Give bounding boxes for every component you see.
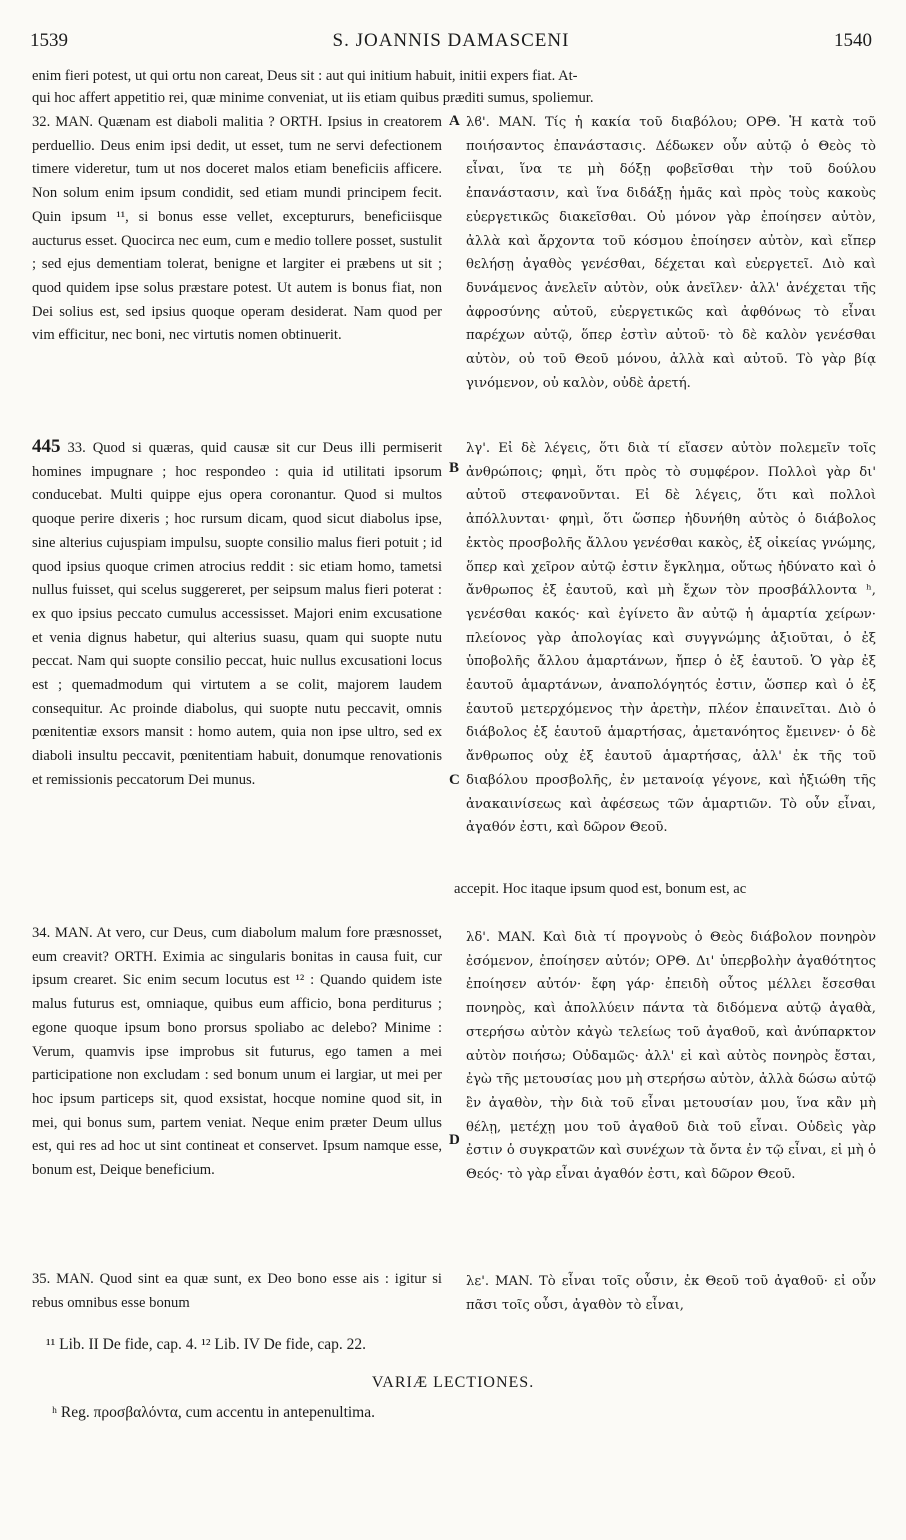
greek-section-33 [466,437,876,840]
greek-text-34: λδ'. MAN. Καὶ διὰ τί προγνοὺς ὁ Θεὸς διάβολον πονηρὸν ἐσόμενον, ἐποίησεν αὐτόν; ΟΡΘ. Δι' ὑπερβολὴν ἀγαθότητος ἐποίησεν αὐτόν· ἔφη γάρ· ἐπειδὴ οὗτος μέλλει ἔσεσθαι πονηρὸς, καὶ ἀπολλύειν πάντα τὰ διδόμενα αὐτῷ ἀγαθὰ, στερήσω αὐτὸν κἀγὼ τελείως τοῦ ἀγαθοῦ, καὶ ἀνύπαρκτον αὐτὸν ποιήσω; Οὐδαμῶς· ἀλλ' εἰ καὶ αὐτὸς πονηρὸς ἔσται, ἐγὼ τῆς μετουσίας μου μὴ στερήσω αὐτὸν, ἀλλὰ δώσω αὐτῷ ἓν ἀγαθὸν, τὴν διὰ τοῦ εἶναι μετουσίαν μου, ἵνα κἂν μὴ θέλῃ, μετέχῃ μου τοῦ ἀγαθοῦ διὰ τοῦ εἶναι. Οὐδεὶς γὰρ ἐστιν ὁ συγκρατῶν καὶ συνέχων τὰ ὄντα ἐν τῷ εἶναι, εἰ μὴ ὁ Θεός· τὸ γὰρ εἶναι ἀγαθόν ἐστι, καὶ δῶρον Θεοῦ. [466,930,876,1183]
variae-lectiones-title: VARIÆ LECTIONES. [371,1374,535,1391]
greek-text-33: λγ'. Εἰ δὲ λέγεις, ὅτι διὰ τί εἴασεν αὐτὸν πολεμεῖν τοῖς ἀνθρώποις; φημὶ, ὅτι πρὸς τὸ συμφέρον. Πολλοὶ γὰρ δι' αὐτοῦ στεφανοῦνται. Εἰ δὲ λέγεις, ὅτι καὶ πολλοὶ ἀπόλλυνται· φημὶ, ὅτι ὥσπερ ἠδυνήθη αὐτὸς ὁ διάβολος ἐκτὸς προσβολῆς ἄλλου γενέσθαι κακὸς, ἐξ οἰκείας γνώμης, ὅπερ καὶ χεῖρον αὐτῷ ἐστιν ἔγκλημα, οὕτως ἠδύνατο καὶ ὁ ἄνθρωπος ἐξ ἑαυτοῦ, καὶ μὴ ἔχων τὸν προσβάλλοντα ʰ, γενέσθαι κακός· καὶ ἐγίνετο ἂν αὐτῷ ἡ ἁμαρτία χείρων· πλείονος γὰρ ἀπολογίας καὶ συγγνώμης ἀξιοῦται, ὁ ἐξ ὑποβολῆς ἄλλου ἁμαρτάνων, ἤπερ ὁ ἐξ ἑαυτοῦ. Ὁ γὰρ ἐξ ἑαυτοῦ ἁμαρτάνων, ἀναπολόγητός ἐστιν, ὥσπερ καὶ ὁ ἐξ ἑαυτοῦ μετερχόμενος τὴν ἀρετὴν, πλέον ἐπαινεῖται. Διὸ ὁ διάβολος ἐξ ἑαυτοῦ ἁμαρτήσας, ἀμετανόητος ἔμεινεν· ὁ δὲ ἄνθρωπος οὐχ ἐξ ἑαυτοῦ ἁμαρτήσας, ἀλλ' ἐκ τῆς τοῦ διαβόλου προσβολῆς, ἐν μετανοίᾳ γέγονε, καὶ ἠξιώθη τῆς ἀνακαινίσεως καὶ ἀφέσεως τῶν ἁμαρτιῶν. Τὸ οὖν εἶναι, ἀγαθόν ἐστι, καὶ δῶρον Θεοῦ. [466,441,876,836]
latin-section-34 [32,922,442,1183]
greek-text-35: λε'. MAN. Τὸ εἶναι τοῖς οὖσιν, ἐκ Θεοῦ τοῦ ἀγαθοῦ· εἰ οὖν πᾶσι τοῖς οὖσι, ἀγαθὸν τὸ εἶναι, [466,1274,876,1313]
variant-note: ʰ Reg. προσβαλόντα, cum accentu in antepenultima. [52,1404,375,1421]
top-line-2: qui hoc affert appetitio rei, quæ minime conveniat, ut iis etiam quibus præditi sumus, spoliemur. [32,90,594,106]
latin-text-32: 32. MAN. Quænam est diaboli malitia ? ORTH. Ipsius in creatorem perduellio. Deus enim ipsi dedit, ut esset, tum ne servi defectionem timere videretur, tum ut nos doceret malos etiam beneficiis afficere. Non solum enim ipsum condidit, sed etiam mundi principem fecit. Quin ipsum ¹¹, si bonus esse vellet, exceptururs, beneficiisque aucturus esset. Quocirca nec eum, cum e medio tollere posset, sustulit ; sed ejus dementiam tolerat, benigne et largiter ei præbens ut sit ; quod quidem ipse solus præstare potest. Ut autem is bonus fiat, non Dei solius est, sed ipsius quoque operam desiderat. Nam quod per vim efficitur, nec boni, nec virtutis nomen obtinuerit. [32,114,442,344]
latin-text-34: 34. MAN. At vero, cur Deus, cum diabolum malum fore præsnosset, eum creavit? ORTH. Eximia ac singularis bonitas in causa fuit, cur ipsum crearet. Sic enim secum locutus est ¹² : Quando quidem iste malus futurus est, omniaque, quibus eum afficio, bona perditurus ; egone quoque ipsum bono prorsus spoliabo ac delebo? Minime : Verum, quamvis ipse improbus sit futurus, ego tamen a mei participatione non excludam : sed bonum unum ei largiar, ut mei per hoc ipsum particeps sit, quod exsistat, hocque nomine quod sit, in mei, qui bonus sum, partem veniat. Neque enim præter Deum ullus est, qui res ad hoc ut sint contineat et conservet. Ipsum namque esse, bonum est, Deique beneficium. [32,925,442,1179]
margin-marker-c: C [449,772,460,788]
running-title: S. JOANNIS DAMASCENI [332,30,570,51]
greek-text-32: λϐ'. MAN. Τίς ἡ κακία τοῦ διαβόλου; ΟΡΘ. Ἡ κατὰ τοῦ ποιήσαντος ἐπανάστασις. Δέδωκεν οὖν αὐτῷ ὁ Θεὸς τὸ εἶναι, ἵνα τε μὴ δόξῃ φοβεῖσθαι τὴν τοῦ δούλου ἐπανάστασιν, καὶ ἵνα διδάξῃ ἡμᾶς καὶ πρὸς τοὺς κακοὺς εὐεργετικῶς διακεῖσθαι. Οὐ μόνον γὰρ ἐποίησεν αὐτὸν, ἀλλὰ καὶ ἄρχοντα τοῦ κόσμου ἐποίησεν αὐτὸν, καὶ εἴπερ θελήσῃ ἀγαθὸς γενέσθαι, δέχεται καὶ εὐεργετεῖ. Διὸ καὶ δυνάμενος ἀνελεῖν αὐτὸν, οὐκ ἀνεῖλεν· ἀλλ' ἀνέχεται τῆς ἀφροσύνης αὐτοῦ, εὐεργετικῶς καὶ ἀφθόνως τὸ εἶναι παρέχων αὐτῷ, ὅπερ ἐστὶν αὐτοῦ· τὸ δὲ καλὸν γενέσθαι αὐτὸν, οὐ τοῦ Θεοῦ μόνου, ἀλλὰ καὶ αὐτοῦ. Τὸ γὰρ βίᾳ γινόμενον, οὐ καλὸν, οὐδὲ ἀρετή. [466,115,876,391]
latin-section-32 [32,111,442,348]
latin-section-35 [32,1268,442,1315]
footnotes: ¹¹ Lib. II De fide, cap. 4. ¹² Lib. IV De fide, cap. 22. [46,1336,367,1353]
bridge-line: accepit. Hoc itaque ipsum quod est, bonum est, ac [454,881,747,897]
top-line-1: enim fieri potest, ut qui ortu non careat, Deus sit : aut qui initium habuit, initii expers fiat. At- [32,68,578,84]
marginal-number: 445 [32,436,61,457]
latin-text-35: 35. MAN. Quod sint ea quæ sunt, ex Deo bono esse ais : igitur si rebus omnibus esse bonum [32,1271,442,1311]
page-header [30,30,872,58]
greek-section-32 [466,111,876,395]
margin-marker-d: D [449,1132,460,1148]
greek-section-35 [466,1270,876,1317]
latin-text-33: 33. Quod si quæras, quid causæ sit cur Deus illi permiserit homines impugnare ; hoc respondeo : quia id utilitati ipsorum conducebat. Multi quippe ejus opera coronantur. Quod si multos quoque perire dixeris ; hoc rursum dicam, quod sicut diabolus ipse, sine alterius cujuspiam impulsu, suopte consilio malus fieri potuit ; id quod ipsius quoque crimen atrocius reddit : sic etiam homo, tametsi nullus fuisset, qui scelus suggereret, per seipsum malus fieri poterat : ex quo ipsius peccato cumulus accessisset. Majori enim excusatione et venia dignus habetur, qui alterius suasu, quam qui suopte nutu peccat. Nam qui suopte consilio peccat, huic nullus excusationi locus est ; quemadmodum qui virtutem a se colit, majorem laudem consequitur. Ac proinde diabolus, qui suopte nutu peccavit, omnis pœnitentiæ exsors mansit : homo autem, quia non ipse ultro, sed ex diaboli insultu peccavit, pœnitentiam habuit, donumque renovationis et remissionis peccatorum Dei munus. [32,440,443,788]
latin-section-33 [32,435,442,793]
page-number-right: 1540 [834,30,872,51]
greek-section-34 [466,926,876,1187]
margin-marker-b: B [449,460,460,476]
margin-marker-a: A [449,113,460,129]
page-number-left: 1539 [30,30,68,51]
